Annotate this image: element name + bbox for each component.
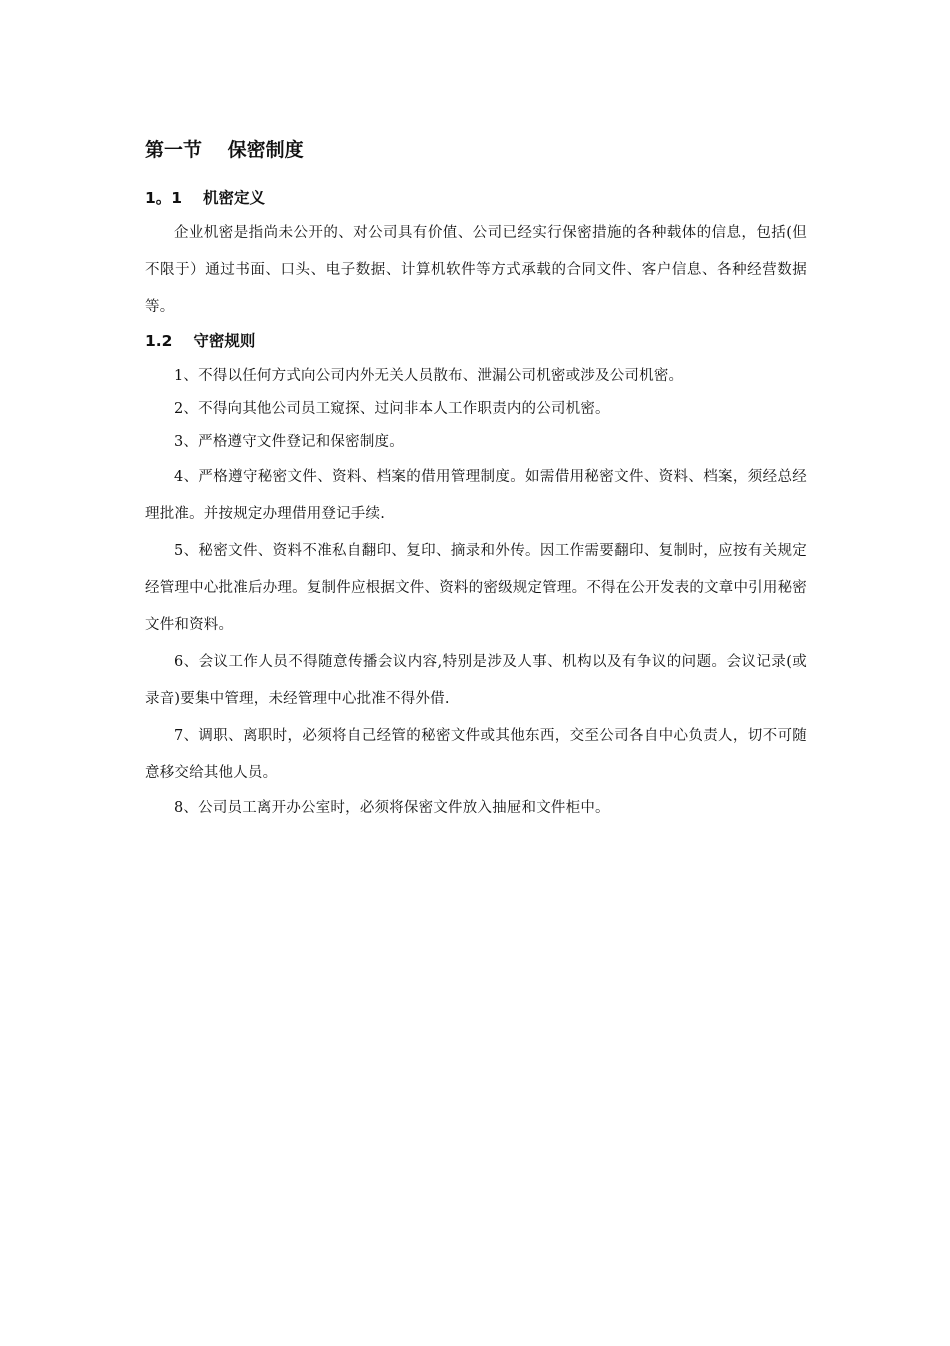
rule-item-8: 8、公司员工离开办公室时，必须将保密文件放入抽屉和文件柜中。 <box>174 800 610 816</box>
section-heading-confidential-definition: 1。1 机密定义 <box>145 189 265 207</box>
rule-item-6: 6、会议工作人员不得随意传播会议内容,特别是涉及人事、机构以及有争议的问题。会议记录(或录音)要集中管理，未经管理中心批准不得外借. <box>145 654 807 707</box>
rule-item-3: 3、严格遵守文件登记和保密制度。 <box>174 434 404 450</box>
chapter-title: 第一节 保密制度 <box>145 139 304 161</box>
document-body <box>145 135 807 825</box>
rules-list <box>145 360 807 825</box>
rule-item-2: 2、不得向其他公司员工窥探、过问非本人工作职责内的公司机密。 <box>174 401 610 417</box>
rule-item-1: 1、不得以任何方式向公司内外无关人员散布、泄漏公司机密或涉及公司机密。 <box>174 368 684 384</box>
definition-paragraph: 企业机密是指尚未公开的、对公司具有价值、公司已经实行保密措施的各种载体的信息，包括(但不限于）通过书面、口头、电子数据、计算机软件等方式承载的合同文件、客户信息、各种经营数据等。 <box>145 225 807 315</box>
rule-item-5: 5、秘密文件、资料不准私自翻印、复印、摘录和外传。因工作需要翻印、复制时，应按有关规定经管理中心批准后办理。复制件应根据文件、资料的密级规定管理。不得在公开发表的文章中引用秘密文件和资料。 <box>145 543 807 633</box>
rule-item-4: 4、严格遵守秘密文件、资料、档案的借用管理制度。如需借用秘密文件、资料、档案，须经总经理批准。并按规定办理借用登记手续. <box>145 469 807 522</box>
section-heading-confidentiality-rules: 1.2 守密规则 <box>145 332 256 350</box>
rule-item-7: 7、调职、离职时，必须将自己经管的秘密文件或其他东西，交至公司各自中心负责人，切不可随意移交给其他人员。 <box>145 728 807 781</box>
